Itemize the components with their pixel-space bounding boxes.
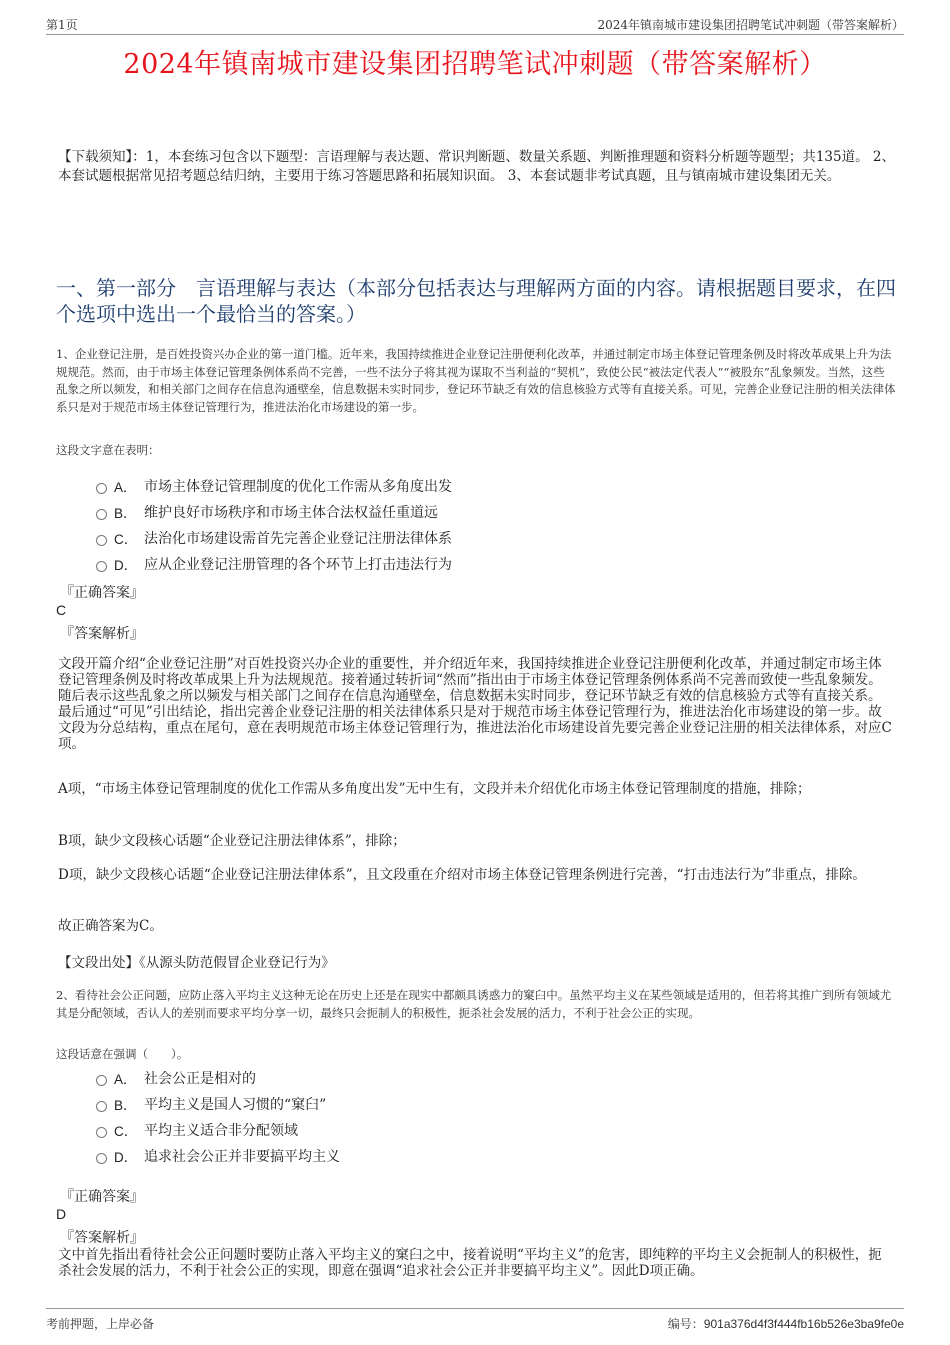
footer-code-label: 编号： xyxy=(667,1317,704,1331)
radio-icon[interactable] xyxy=(96,561,107,572)
question-1-analysis-main: 文段开篇介绍“企业登记注册”对百姓投资兴办企业的重要性，并介绍近年来，我国持续推进企业登记注册便利化改革，并通过制定市场主体登记管理条例及时将改革成果上升为法规规范。接着通过转折词“然而”指出由于市场主体登记管理条例体系尚不完善而致使一些乱象频发。随后表示这些乱象之所以频发与相关部门之间存在信息沟通壁垒，信息数据未实时同步，登记环节缺乏有效的信息核验方式等有直接关系。最后通过“可见”引出结论，指出完善企业登记注册的相关法律体系只是对于规范市场主体登记管理行为，推进法治化市场建设的第一步。故文段为分总结构，重点在尾句，意在表明规范市场主体登记管理行为，推进法治化市场建设首先要完善企业登记注册的相关法律体系，对应C项。 xyxy=(58,656,892,752)
question-2-option-b[interactable]: B． 平均主义是国人习惯的“窠臼” xyxy=(96,1091,856,1117)
question-2-answer: D xyxy=(56,1206,67,1222)
question-1-option-b[interactable]: B． 维护良好市场秩序和市场主体合法权益任重道远 xyxy=(96,499,856,525)
question-2-option-a[interactable]: A． 社会公正是相对的 xyxy=(96,1065,856,1091)
page-header xyxy=(46,14,904,35)
header-doc-title: 2024年镇南城市建设集团招聘笔试冲刺题（带答案解析） xyxy=(597,18,904,32)
page-number: 第1页 xyxy=(46,18,78,32)
section-heading: 一、第一部分 言语理解与表达（本部分包括表达与理解两方面的内容。请根据题目要求，在四个选项中选出一个最恰当的答案。） xyxy=(56,276,896,326)
question-2-stem: 2、看待社会公正问题，应防止落入平均主义这种无论在历史上还是在现实中都颇具诱惑力的窠臼中。虽然平均主义在某些领域是适用的，但若将其推广到所有领域尤其是分配领域，否认人的差别而要求平均分享一切，最终只会扼制人的积极性，扼杀社会发展的活力，不利于社会公正的实现。 xyxy=(56,988,892,1020)
question-1-conclusion: 故正确答案为C。 xyxy=(58,918,163,934)
question-2-prompt: 这段话意在强调（ ）。 xyxy=(56,1047,189,1061)
radio-icon[interactable] xyxy=(96,509,107,520)
document-title: 2024年镇南城市建设集团招聘笔试冲刺题（带答案解析） xyxy=(123,49,827,80)
question-1-answer: C xyxy=(56,602,67,618)
question-1-option-c[interactable]: C． 法治化市场建设需首先完善企业登记注册法律体系 xyxy=(96,525,856,551)
question-1-answer-label: 『正确答案』 xyxy=(60,585,144,601)
question-2-option-d[interactable]: D． 追求社会公正并非要搞平均主义 xyxy=(96,1143,856,1169)
footer-slogan: 考前押题，上岸必备 xyxy=(46,1317,155,1331)
question-2-option-c[interactable]: C． 平均主义适合非分配领域 xyxy=(96,1117,856,1143)
radio-icon[interactable] xyxy=(96,1075,107,1086)
radio-icon[interactable] xyxy=(96,1101,107,1112)
question-2-analysis-label: 『答案解析』 xyxy=(60,1230,144,1246)
radio-icon[interactable] xyxy=(96,1153,107,1164)
question-2-answer-label: 『正确答案』 xyxy=(60,1189,144,1205)
question-2-analysis: 文中首先指出看待社会公正问题时要防止落入平均主义的窠臼之中，接着说明“平均主义”的危害，即纯粹的平均主义会扼制人的积极性，扼杀社会发展的活力，不利于社会公正的实现，即意在强调“追求社会公正并非要搞平均主义”。因此D项正确。 xyxy=(58,1247,882,1279)
question-1-analysis-b: B项，缺少文段核心话题“企业登记注册法律体系”，排除； xyxy=(58,833,406,849)
radio-icon[interactable] xyxy=(96,483,107,494)
footer-code-value: 901a376d4f3f444fb16b526e3ba9fe0e xyxy=(703,1317,904,1331)
question-1-stem: 1、企业登记注册，是百姓投资兴办企业的第一道门槛。近年来，我国持续推进企业登记注册便利化改革，并通过制定市场主体登记管理条例及时将改革成果上升为法规规范。然而，由于市场主体登记管理条例体系尚不完善，一些不法分子将其视为谋取不当利益的“契机”，致使公民“被法定代表人”“被股东”乱象频发。当然，这些乱象之所以频发，和相关部门之间存在信息沟通壁垒，信息数据未实时同步，登记环节缺乏有效的信息核验方式等有直接关系。可见，完善企业登记注册的相关法律体系只是对于规范市场主体登记管理行为，推进法治化市场建设的第一步。 xyxy=(56,347,896,414)
question-1-option-d[interactable]: D． 应从企业登记注册管理的各个环节上打击违法行为 xyxy=(96,551,856,577)
question-1-prompt: 这段文字意在表明： xyxy=(56,443,160,457)
radio-icon[interactable] xyxy=(96,1127,107,1138)
question-1-options xyxy=(96,473,856,577)
download-notice: 【下载须知】：1，本套练习包含以下题型：言语理解与表达题、常识判断题、数量关系题、判断推理题和资料分析题等题型；共135道。 2、本套试题根据常见招考题总结归纳，主要用于练习答题思路和拓展知识面。 3、本套试题非考试真题，且与镇南城市建设集团无关。 xyxy=(58,149,895,184)
question-1-source: 【文段出处】《从源头防范假冒企业登记行为》 xyxy=(58,955,335,971)
radio-icon[interactable] xyxy=(96,535,107,546)
question-1-analysis-d: D项，缺少文段核心话题“企业登记注册法律体系”，且文段重在介绍对市场主体登记管理条例进行完善，“打击违法行为”非重点，排除。 xyxy=(58,867,866,883)
question-1-option-a[interactable]: A． 市场主体登记管理制度的优化工作需从多角度出发 xyxy=(96,473,856,499)
question-1-analysis-label: 『答案解析』 xyxy=(60,626,144,642)
page-footer xyxy=(46,1308,904,1329)
footer-code xyxy=(668,1315,904,1332)
question-2-options xyxy=(96,1065,856,1169)
question-1-analysis-a: A项，“市场主体登记管理制度的优化工作需从多角度出发”无中生有，文段并未介绍优化市场主体登记管理制度的措施，排除； xyxy=(58,781,811,797)
